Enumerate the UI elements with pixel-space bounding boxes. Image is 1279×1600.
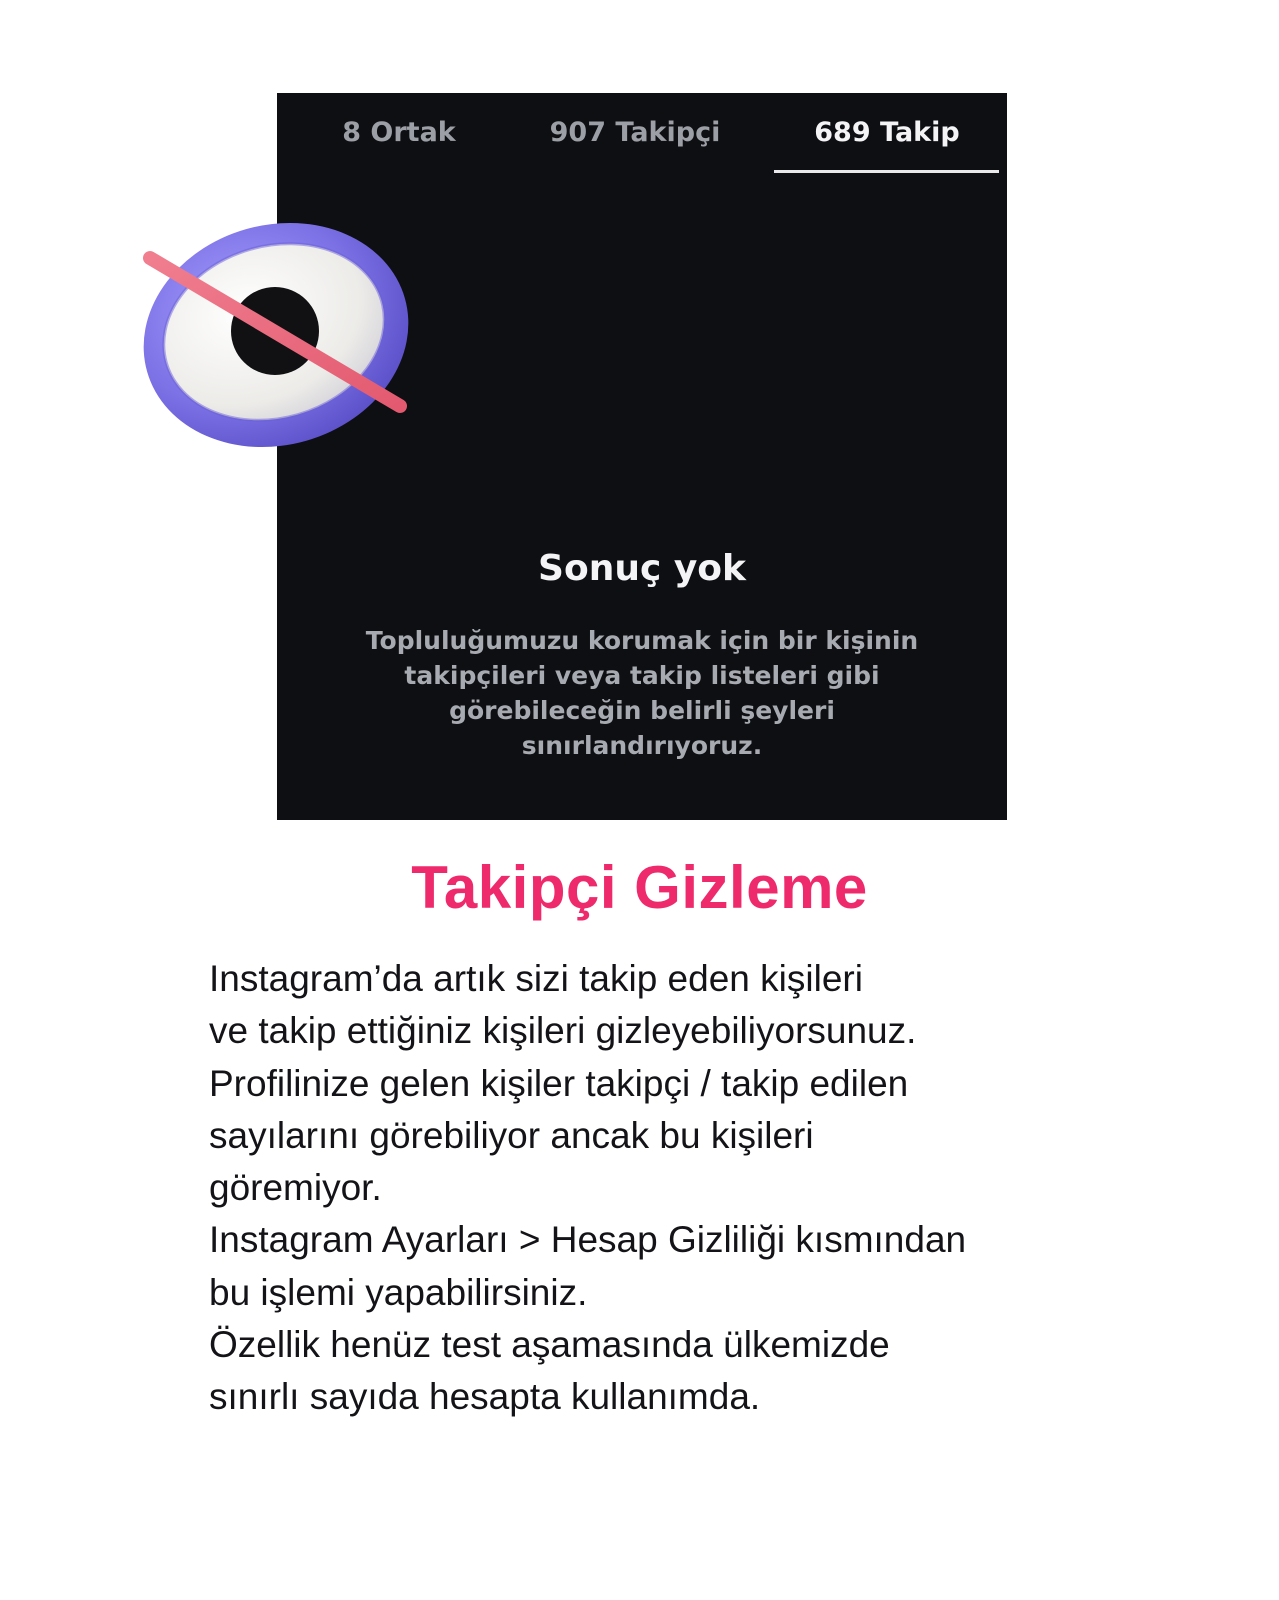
article-line: bu işlemi yapabilirsiniz. [209,1271,588,1313]
article-line: göremiyor. [209,1167,382,1209]
tab-mutual[interactable]: 8 Ortak [342,117,456,148]
hidden-eye-icon [138,220,418,456]
active-tab-indicator [774,170,999,173]
article-line: sınırlı sayıda hesapta kullanımda. [209,1376,761,1418]
tab-followers[interactable]: 907 Takipçi [549,117,721,148]
article-line: Özellik henüz test aşamasında ülkemizde [209,1324,890,1366]
empty-state-title: Sonuç yok [538,548,746,589]
follow-tabs [277,93,1007,177]
tab-following[interactable]: 689 Takip [814,117,960,148]
article-line: sayılarını görebiliyor ancak bu kişileri [209,1114,814,1156]
instagram-screenshot [277,93,1007,820]
article-line: Profilinize gelen kişiler takipçi / takip edilen [209,1062,909,1104]
article-line: ve takip ettiğiniz kişileri gizleyebiliyorsunuz. [209,1010,917,1052]
article-line: Instagram’da artık sizi takip eden kişileri [209,958,863,999]
empty-state-description: Topluluğumuzu korumak için bir kişinin takipçileri veya takip listeleri gibi görebileceğin belirli şeyleri sınırlandırıyoruz. [365,626,919,760]
article-line: Instagram Ayarları > Hesap Gizliliği kısmından [209,1219,967,1261]
article-body [209,953,1259,1424]
article-title: Takipçi Gizleme [411,854,868,921]
